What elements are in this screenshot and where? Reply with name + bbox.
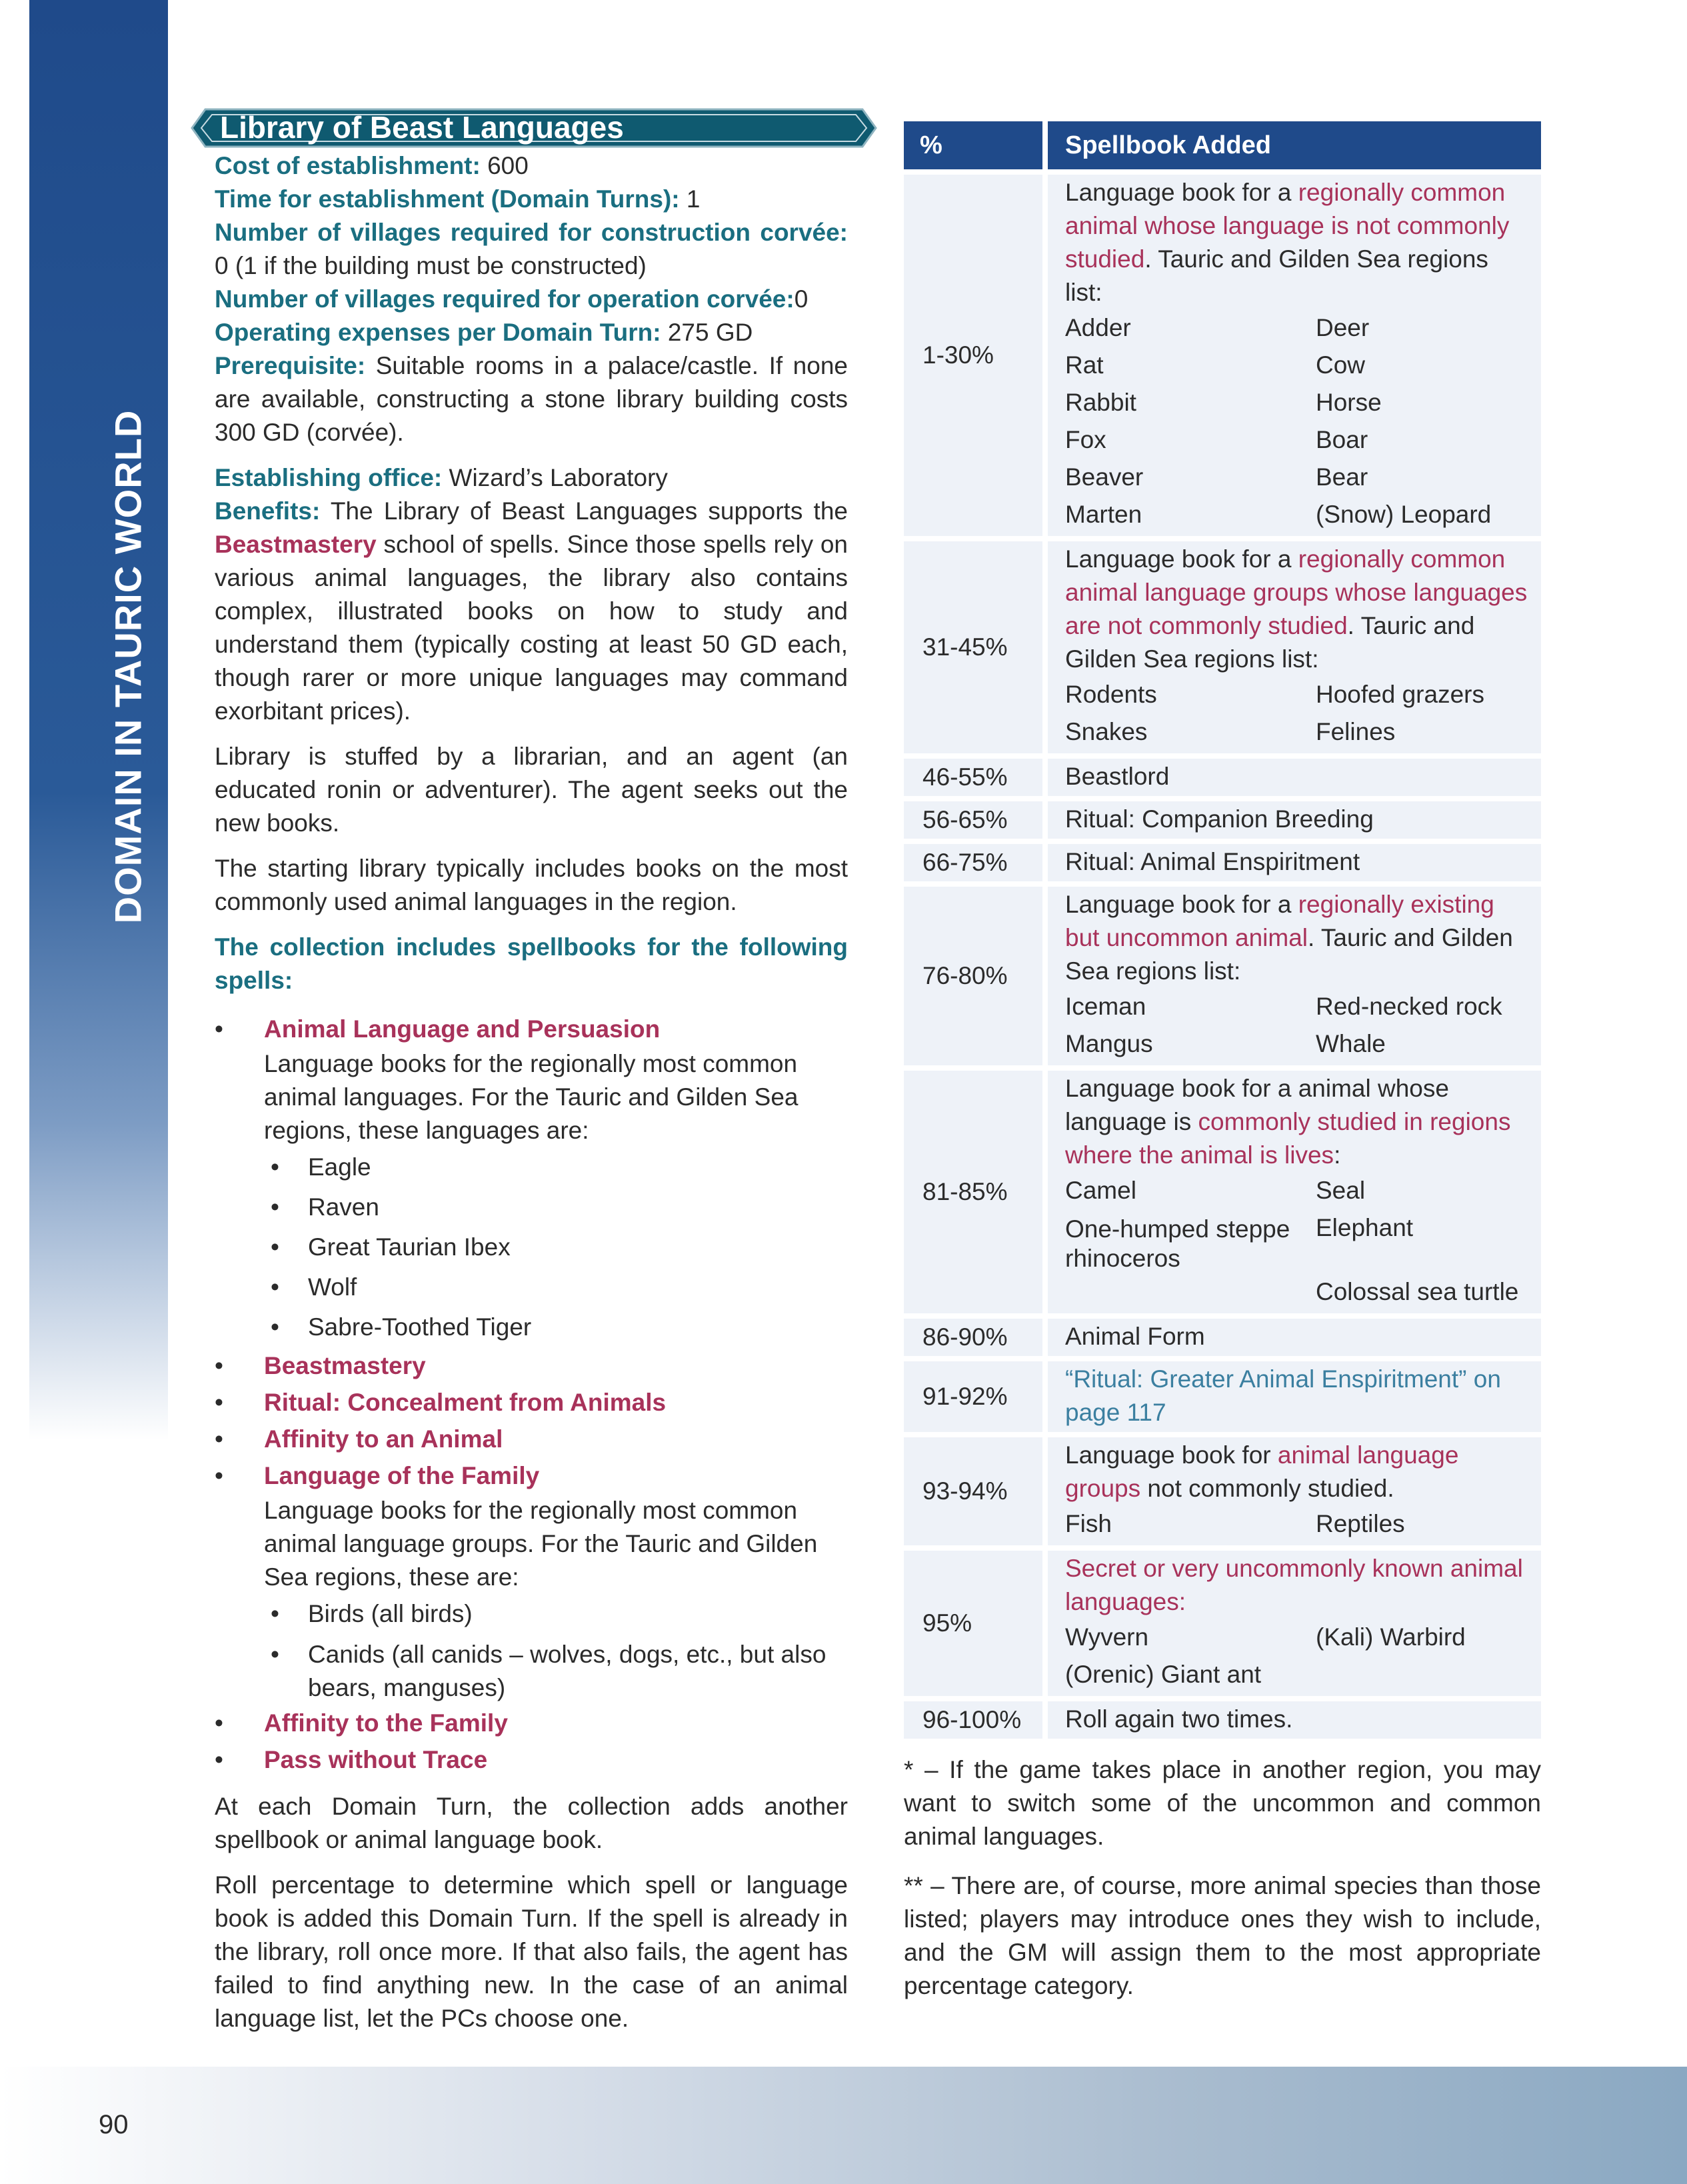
row-percent: 86-90% xyxy=(904,1319,1042,1356)
table-row xyxy=(904,1071,1541,1313)
animal-grid xyxy=(1065,1619,1532,1693)
row-content xyxy=(1048,1437,1541,1545)
roll-paragraph: Roll percentage to determine which spell or language book is added this Domain Turn. If the spell is already in the library, roll once more. If that also fails, the agent has failed to find anything new. In the case of an animal language list, let the PCs choose one. xyxy=(215,1871,848,2032)
row-percent: 93-94% xyxy=(904,1437,1042,1545)
section-title: Library of Beast Languages xyxy=(220,110,624,145)
row-highlight: Secret or very uncommonly known animal languages: xyxy=(1065,1555,1523,1615)
header-percent: % xyxy=(904,121,1042,169)
row-text: Language book for xyxy=(1065,1441,1278,1469)
row-percent: 1-30% xyxy=(904,175,1042,536)
animal-grid xyxy=(1065,1172,1532,1311)
spell-name: Affinity to the Family xyxy=(264,1709,508,1737)
animal-name: One-humped steppe rhinoceros xyxy=(1065,1215,1290,1272)
row-percent: 96-100% xyxy=(904,1701,1042,1739)
animal-name: Elephant xyxy=(1316,1214,1414,1241)
table-row xyxy=(904,887,1541,1065)
spell-item xyxy=(215,1421,848,1457)
spell-item xyxy=(215,1347,848,1384)
row-percent: 76-80% xyxy=(904,887,1042,1065)
table-header xyxy=(904,121,1541,169)
animal-name: Deer xyxy=(1316,314,1370,341)
villages-construction-label: Number of villages required for construction corvée: xyxy=(215,219,848,246)
spell-item xyxy=(215,1741,848,1778)
starting-paragraph: The starting library typically includes books on the most commonly used animal languages in the region. xyxy=(215,855,848,915)
table-row xyxy=(904,541,1541,753)
row-content xyxy=(1048,541,1541,753)
table-row xyxy=(904,801,1541,839)
spell-name: Pass without Trace xyxy=(264,1746,488,1773)
spell-item xyxy=(215,1705,848,1741)
table-row xyxy=(904,1701,1541,1739)
collection-heading: The collection includes spellbooks for the following spells: xyxy=(215,933,848,994)
animal-name: Camel xyxy=(1065,1177,1136,1204)
row-percent: 91-92% xyxy=(904,1361,1042,1432)
sidebar-title: DOMAIN IN TAURIC WORLD xyxy=(107,409,149,924)
table-row xyxy=(904,1361,1541,1432)
left-column xyxy=(215,107,848,2035)
language-sublist xyxy=(264,1594,848,1705)
header-spellbook: Spellbook Added xyxy=(1048,121,1541,169)
table-row xyxy=(904,759,1541,796)
animal-name xyxy=(1316,1656,1532,1693)
villages-construction-line xyxy=(215,216,848,283)
spell-desc: Language books for the regionally most common animal language groups. For the Tauric and Gilden Sea regions, these are: xyxy=(264,1497,818,1591)
spell-list xyxy=(215,1011,848,1778)
row-text: Language book for a xyxy=(1065,545,1298,573)
spell-name: Animal Language and Persuasion xyxy=(264,1015,661,1043)
row-content: Roll again two times. xyxy=(1048,1701,1541,1739)
animal-name: Rodents xyxy=(1065,681,1157,708)
row-percent: 46-55% xyxy=(904,759,1042,796)
animal-name: Fish xyxy=(1065,1510,1112,1537)
language-sublist xyxy=(264,1147,848,1347)
spell-name: Ritual: Concealment from Animals xyxy=(264,1389,667,1416)
animal-name: Snakes xyxy=(1065,718,1148,745)
row-highlight: animal language groups xyxy=(1065,1441,1459,1502)
page-number: 90 xyxy=(99,2110,129,2139)
language-item: • Canids (all canids – wolves, dogs, etc., but also bears, manguses) xyxy=(264,1634,848,1705)
row-text: . Tauric and Gilden Sea regions list: xyxy=(1065,612,1475,673)
spell-name: Beastmastery xyxy=(264,1352,426,1379)
benefits-label: Benefits: xyxy=(215,497,321,525)
row-content xyxy=(1048,1361,1541,1432)
animal-name: Cow xyxy=(1316,351,1366,379)
animal-name: Fox xyxy=(1065,426,1106,453)
benefits-text-1: The Library of Beast Languages supports the xyxy=(320,497,848,525)
animal-name: Reptiles xyxy=(1316,1510,1405,1537)
animal-name: (Snow) Leopard xyxy=(1316,501,1492,528)
language-item: • Sabre-Toothed Tiger xyxy=(264,1307,848,1347)
animal-name: Felines xyxy=(1316,718,1396,745)
benefits-highlight: Beastmastery xyxy=(215,531,377,558)
office-value: Wizard’s Laboratory xyxy=(442,464,668,491)
row-percent: 56-65% xyxy=(904,801,1042,839)
section-banner xyxy=(191,107,877,149)
expenses-line xyxy=(215,316,848,349)
prerequisite-value: Suitable rooms in a palace/castle. If none are available, constructing a stone library building costs 300 GD (corvée). xyxy=(215,352,848,446)
row-text: : xyxy=(1334,1141,1341,1169)
animal-name: Bear xyxy=(1316,463,1368,491)
row-text: . Tauric and Gilden Sea regions list: xyxy=(1065,245,1488,306)
animal-name: Horse xyxy=(1316,389,1382,416)
spell-item xyxy=(215,1384,848,1421)
row-highlight: regionally common animal whose language is not commonly studied xyxy=(1065,179,1510,273)
page-reference-link[interactable]: “Ritual: Greater Animal Enspiritment” on page 117 xyxy=(1065,1365,1501,1426)
domain-turn-paragraph: At each Domain Turn, the collection adds another spellbook or animal language book. xyxy=(215,1793,848,1853)
animal-grid xyxy=(1065,1505,1532,1543)
row-content xyxy=(1048,887,1541,1065)
animal-name: Boar xyxy=(1316,426,1368,453)
bottom-band xyxy=(0,2067,1687,2184)
time-line xyxy=(215,183,848,216)
animal-name: Adder xyxy=(1065,314,1131,341)
animal-name: Seal xyxy=(1316,1177,1366,1204)
spell-name: Language of the Family xyxy=(264,1462,540,1489)
row-content xyxy=(1048,175,1541,536)
expenses-value: 275 GD xyxy=(661,319,753,346)
row-content: Ritual: Companion Breeding xyxy=(1048,801,1541,839)
benefits-paragraph xyxy=(215,495,848,728)
animal-name: Beaver xyxy=(1065,463,1144,491)
row-content xyxy=(1048,1551,1541,1696)
row-text: not commonly studied. xyxy=(1140,1475,1394,1502)
row-text: . Tauric and Gilden Sea regions list: xyxy=(1065,924,1513,985)
animal-name: (Orenic) Giant ant xyxy=(1065,1661,1262,1688)
office-label: Establishing office: xyxy=(215,464,443,491)
animal-name: Mangus xyxy=(1065,1030,1153,1057)
cost-value: 600 xyxy=(480,152,529,179)
villages-construction-value: 0 (1 if the building must be constructed) xyxy=(215,252,647,279)
cost-line xyxy=(215,149,848,183)
animal-name: Colossal sea turtle xyxy=(1316,1278,1519,1305)
animal-name: Rat xyxy=(1065,351,1104,379)
expenses-label: Operating expenses per Domain Turn: xyxy=(215,319,661,346)
villages-operation-value: 0 xyxy=(794,285,809,313)
animal-name xyxy=(1065,1273,1316,1311)
row-percent: 81-85% xyxy=(904,1071,1042,1313)
row-content: Ritual: Animal Enspiritment xyxy=(1048,844,1541,881)
table-row xyxy=(904,1551,1541,1696)
row-percent: 31-45% xyxy=(904,541,1042,753)
animal-name: Marten xyxy=(1065,501,1142,528)
row-content: Animal Form xyxy=(1048,1319,1541,1356)
spell-item xyxy=(215,1011,848,1347)
animal-grid xyxy=(1065,988,1532,1063)
language-item: • Wolf xyxy=(264,1267,848,1307)
animal-name: Rabbit xyxy=(1065,389,1136,416)
row-percent: 66-75% xyxy=(904,844,1042,881)
prerequisite-line xyxy=(215,349,848,449)
row-highlight: regionally existing but uncommon animal xyxy=(1065,891,1494,951)
animal-grid xyxy=(1065,676,1532,751)
villages-operation-label: Number of villages required for operation corvée: xyxy=(215,285,795,313)
animal-name: (Kali) Warbird xyxy=(1316,1623,1466,1651)
language-item: • Birds (all birds) xyxy=(264,1594,848,1634)
row-highlight: regionally common animal language groups whose languages are not commonly studied xyxy=(1065,545,1528,639)
benefits-text-2: school of spells. Since those spells rely on various animal languages, the library also contains complex, illustrated books on how to study and understand them (typically costing at least 50 GD each, though rarer or more unique languages may command exorbitant prices). xyxy=(215,531,848,725)
spell-item xyxy=(215,1457,848,1705)
time-label: Time for establishment (Domain Turns): xyxy=(215,185,680,213)
cost-label: Cost of establishment: xyxy=(215,152,481,179)
animal-name: Red-necked rock xyxy=(1316,993,1502,1020)
sidebar xyxy=(29,0,168,1440)
row-content: Beastlord xyxy=(1048,759,1541,796)
language-item: • Eagle xyxy=(264,1147,848,1187)
language-item: • Raven xyxy=(264,1187,848,1227)
row-text: Language book for a xyxy=(1065,179,1298,206)
footnotes xyxy=(904,1753,1541,2003)
row-text: Language book for a animal whose language is xyxy=(1065,1075,1449,1135)
table-row xyxy=(904,1319,1541,1356)
row-percent: 95% xyxy=(904,1551,1042,1696)
staff-paragraph: Library is stuffed by a librarian, and an agent (an educated ronin or adventurer). The agent seeks out the new books. xyxy=(215,743,848,837)
footnote-1: * – If the game takes place in another region, you may want to switch some of the uncommon and common animal languages. xyxy=(904,1756,1541,1850)
animal-grid xyxy=(1065,309,1532,533)
footnote-2: ** – There are, of course, more animal species than those listed; players may introduce ones they wish to include, and the GM will assign them to the most appropriate percentage category. xyxy=(904,1872,1541,1999)
row-text: Language book for a xyxy=(1065,891,1298,918)
row-content xyxy=(1048,1071,1541,1313)
spell-name: Affinity to an Animal xyxy=(264,1425,503,1453)
row-highlight: commonly studied in regions where the animal is lives xyxy=(1065,1108,1511,1169)
animal-name: Wyvern xyxy=(1065,1623,1149,1651)
table-row xyxy=(904,1437,1541,1545)
time-value: 1 xyxy=(679,185,701,213)
animal-name: Hoofed grazers xyxy=(1316,681,1484,708)
prerequisite-label: Prerequisite: xyxy=(215,352,366,379)
spell-desc: Language books for the regionally most common animal languages. For the Tauric and Gilden Sea regions, these languages are: xyxy=(264,1050,799,1144)
table-row xyxy=(904,844,1541,881)
villages-operation-line xyxy=(215,283,848,316)
office-line xyxy=(215,461,848,495)
animal-name: Iceman xyxy=(1065,993,1146,1020)
language-item: • Great Taurian Ibex xyxy=(264,1227,848,1267)
right-column xyxy=(904,121,1541,2019)
table-row xyxy=(904,175,1541,536)
animal-name: Whale xyxy=(1316,1030,1386,1057)
